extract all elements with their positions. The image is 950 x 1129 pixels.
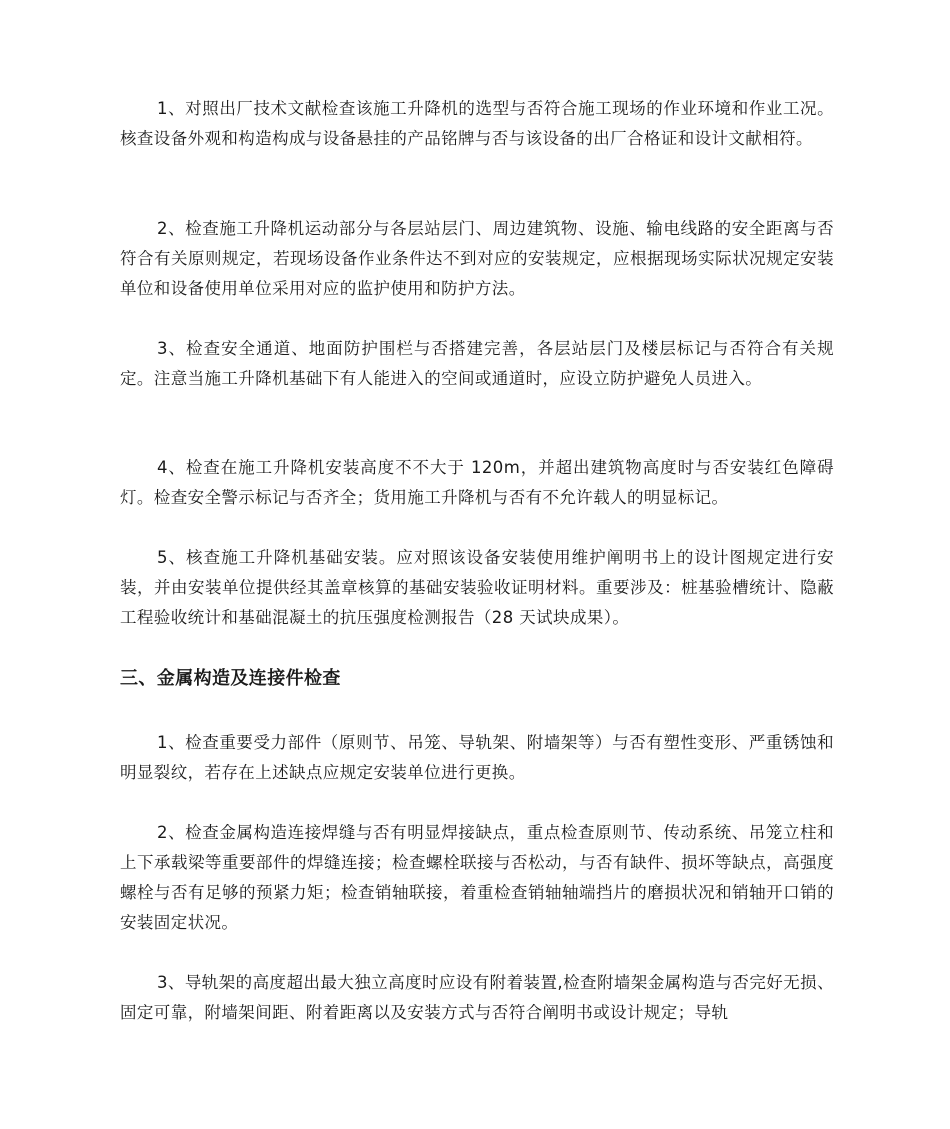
- paragraph-1: 1、对照出厂技术文献检查该施工升降机的选型与否符合施工现场的作业环境和作业工况。核查设备外观和构造构成与设备悬挂的产品铭牌与否与该设备的出厂合格证和设计文献相符。: [120, 99, 834, 148]
- section-paragraph-2: 2、检查金属构造连接焊缝与否有明显焊接缺点，重点检查原则节、传动系统、吊笼立柱和上下承载梁等重要部件的焊缝连接；检查螺栓联接与否松动，与否有缺件、损坏等缺点，高强度螺栓与否有足够的预紧力矩；检查销轴联接，着重检查销轴轴端挡片的磨损状况和销轴开口销的安装固定状况。: [120, 823, 834, 932]
- paragraph-5: 5、核查施工升降机基础安装。应对照该设备安装使用维护阐明书上的设计图规定进行安装，并由安装单位提供经其盖章核算的基础安装验收证明材料。重要涉及：桩基验槽统计、隐蔽工程验收统计和基础混凝土的抗压强度检测报告（28 天试块成果）。: [120, 548, 834, 627]
- section-paragraph-1: 1、检查重要受力部件（原则节、吊笼、导轨架、附墙架等）与否有塑性变形、严重锈蚀和明显裂纹，若存在上述缺点应规定安装单位进行更换。: [120, 733, 834, 782]
- section-heading: 三、金属构造及连接件检查: [120, 668, 341, 689]
- paragraph-3: 3、检查安全通道、地面防护围栏与否搭建完善，各层站层门及楼层标记与否符合有关规定。注意当施工升降机基础下有人能进入的空间或通道时，应设立防护避免人员进入。: [120, 339, 834, 388]
- paragraph-4: 4、检查在施工升降机安装高度不不大于 120m，并超出建筑物高度时与否安装红色障碍灯。检查安全警示标记与否齐全；货用施工升降机与否有不允许载人的明显标记。: [120, 458, 834, 507]
- paragraph-2: 2、检查施工升降机运动部分与各层站层门、周边建筑物、设施、输电线路的安全距离与否符合有关原则规定，若现场设备作业条件达不到对应的安装规定，应根据现场实际状况规定安装单位和设备使用单位采用对应的监护使用和防护方法。: [120, 219, 834, 298]
- section-paragraph-3: 3、导轨架的高度超出最大独立高度时应设有附着装置,检查附墙架金属构造与否完好无损、固定可靠，附墙架间距、附着距离以及安装方式与否符合阐明书或设计规定；导轨: [120, 973, 834, 1022]
